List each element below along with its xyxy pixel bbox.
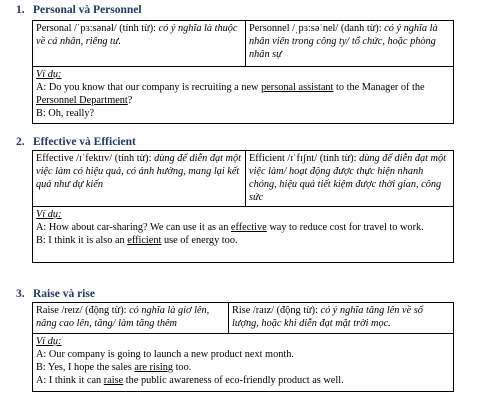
section-3-title [16,288,95,300]
term: Effective /ɪˈfektɪv/ (tính từ): [36,153,155,164]
example-line: A: Our company is going to launch a new product next month. [36,349,294,361]
term: Personal /ˈpɜːsənəl/ (tính từ): [36,23,159,34]
section-1-title [16,4,142,16]
term-meaning: dùng để diễn đạt một việc làm/ hoạt động được thực hiện nhanh chóng, hiệu quả tiết kiệm được thời gian, công sức [249,153,447,204]
section-heading: Effective và Efficient [33,136,136,148]
section-number: 1. [16,4,25,16]
section-heading: Personal và Personnel [33,4,142,16]
term: Rise /raɪz/ (động từ): [232,305,321,316]
term-meaning: có nghĩa là giơ lên, nâng cao lên, tăng/ làm tăng thêm [36,305,210,330]
example-line: B: I think it is also an efficient use of energy too. [36,235,238,247]
section-heading: Raise và rise [33,288,95,300]
section-3-table [32,302,454,392]
section-number: 2. [16,136,25,148]
definition-cell-left [33,303,229,334]
definition-cell-left [33,151,246,207]
definition-cell-right [246,21,454,67]
definition-cell-right [246,151,454,207]
definition-cell-right [229,303,454,334]
term: Raise /reɪz/ (động từ): [36,305,130,316]
example-line: A: Do you know that our company is recruiting a new personal assistant to the Manager of the Personnel Department? [36,82,425,107]
example-line: B: Oh, really? [36,108,95,120]
example-cell [33,207,454,263]
term-meaning: có ý nghĩa tăng lên về số lượng, hoặc khi diễn đạt mặt trời mọc. [232,305,423,330]
example-line: B: Yes, I hope the sales are rising too. [36,362,192,374]
term: Efficient /ɪˈfɪʃnt/ (tính từ): [249,153,360,164]
term-meaning: có ý nghĩa là thuộc về cá nhân, riêng tư. [36,23,238,48]
term: Personnel /ˌpɜːsəˈnel/ (danh từ): [249,23,385,34]
section-1-table [32,20,454,124]
example-cell [33,67,454,124]
section-2-table [32,150,454,263]
example-line: A: I think it can raise the public awareness of eco-friendly product as well. [36,375,344,387]
section-number: 3. [16,288,25,300]
term-meaning: có ý nghĩa là nhân viên trong công ty/ tổ chức, hoặc phòng nhân sự [249,23,438,61]
example-label: Ví dụ: [36,336,62,347]
section-2-title [16,136,136,148]
definition-cell-left [33,21,246,67]
example-label: Ví dụ: [36,209,62,220]
term-meaning: dùng để diễn đạt một việc làm có hiệu quả, có ảnh hưởng, mang lại kết quả như dự kiến [36,153,242,191]
example-line: A: How about car-sharing? We can use it as an effective way to reduce cost for travel to work. [36,222,424,234]
example-cell [33,334,454,392]
example-label: Ví dụ: [36,69,62,80]
